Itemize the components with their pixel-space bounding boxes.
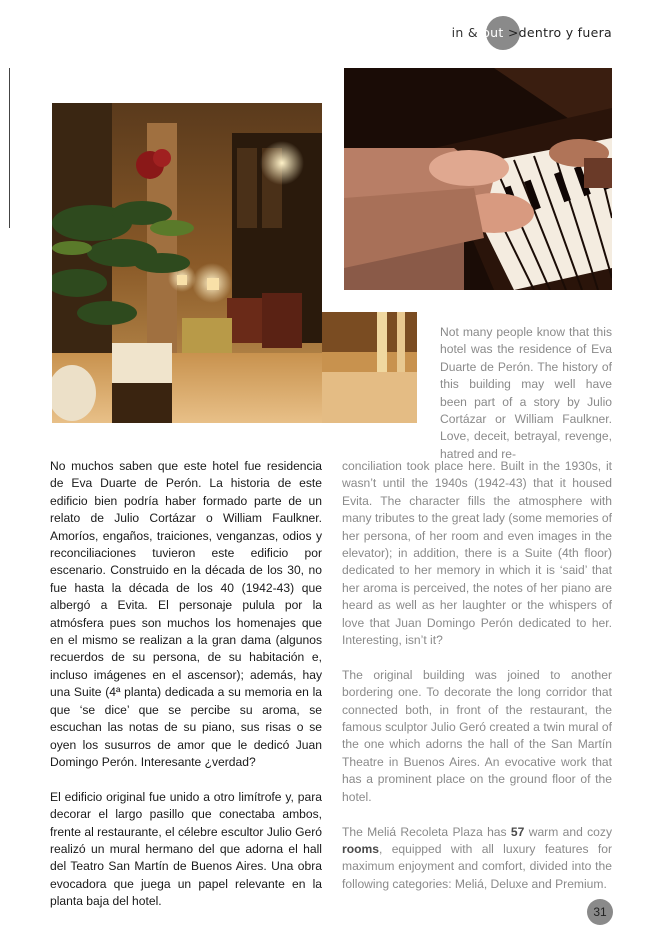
p3-text-c: , equipped with all luxury features for maximum enjoyment and comfort, divided into the following categories: Meliá, Deluxe and Premium. — [342, 841, 612, 891]
lobby-photo — [52, 103, 322, 423]
article-es — [50, 458, 322, 928]
rooms-word: rooms — [342, 841, 379, 856]
p3-text-b: warm and cozy — [524, 824, 612, 839]
header-out: out — [482, 25, 504, 40]
p3-text-a: The Meliá Recoleta Plaza has — [342, 824, 511, 839]
article-en-p3 — [342, 824, 612, 894]
article-es-p1: No muchos saben que este hotel fue residencia de Eva Duarte de Perón. La historia de este edificio bien podría haber formado parte de un relato de Julio Cortázar o William Faulkner. Amoríos, engaños, traiciones, venganzas, odios y reconciliaciones tuvieron este edificio por escenario. Construido en la década de los 30, no fue hasta la década de los 40 (1942-43) que albergó a Evita. El personaje pulula por la atmósfera pues son muchos los homenajes que en el mismo se realizan a la gran dama (algunos recuerdos de su persona, de su habitación e, incluso imágenes en el ascensor); además, hay una Suite (4ª planta) dedicada a su memoria en la que ‘se dice’ que se percibe su aroma, se escuchan las notas de su piano, sus risas o se oyen los susurros de amor que le dedicó Juan Domingo Perón. Interesante ¿verdad? — [50, 459, 322, 769]
article-en-p1-start: Not many people know that this hotel was the residence of Eva Duarte de Perón. The history of this building may well have been part of a story by Julio Cortázar or William Faulkner. Love, deceit, betrayal, revenge, hatred and re- — [440, 325, 612, 461]
header-separator: > — [507, 25, 519, 40]
section-header — [452, 20, 612, 46]
header-section: dentro y fuera — [518, 25, 612, 40]
section-title — [452, 20, 612, 46]
margin-rule — [9, 68, 10, 228]
article-en-p2: The original building was joined to another bordering one. To decorate the long corridor that connected both, in front of the restaurant, the famous sculptor Julio Geró created a twin mural of the one which adorns the hall of the San Martín Theatre in Buenos Aires. An evocative work that has a prominent place on the ground floor of the hotel. — [342, 667, 612, 804]
page-number: 31 — [587, 899, 613, 925]
lobby-photo-extension — [322, 312, 417, 423]
article-en — [342, 458, 612, 911]
article-en-intro — [440, 324, 612, 463]
header-in: in — [451, 25, 464, 40]
piano-photo — [344, 68, 612, 290]
article-es-p2: El edificio original fue unido a otro limítrofe y, para decorar el largo pasillo que conectaba ambos, frente al restaurante, el célebre escultor Julio Geró realizó un mural hermano del que adorna el hall del Teatro San Martín de Buenos Aires. Una obra evocadora que juega un papel relevante en la planta baja del hotel. — [50, 789, 322, 909]
article-en-p1-rest: conciliation took place here. Built in the 1930s, it wasn’t until the 1940s (1942-43) that it housed Evita. The character fills the atmosphere with many tributes to the great lady (some memories of her persona, of her room and even images in the elevator); in addition, there is a Suite (4th floor) dedicated to her memory in which it is ‘said’ that her aroma is perceived, the notes of her piano are heard as well as her laughter or the whispers of love that Juan Domingo Perón dedicated to her. Interesting, isn’t it? — [342, 459, 612, 648]
rooms-count: 57 — [510, 824, 525, 839]
header-amp: & — [467, 25, 478, 40]
